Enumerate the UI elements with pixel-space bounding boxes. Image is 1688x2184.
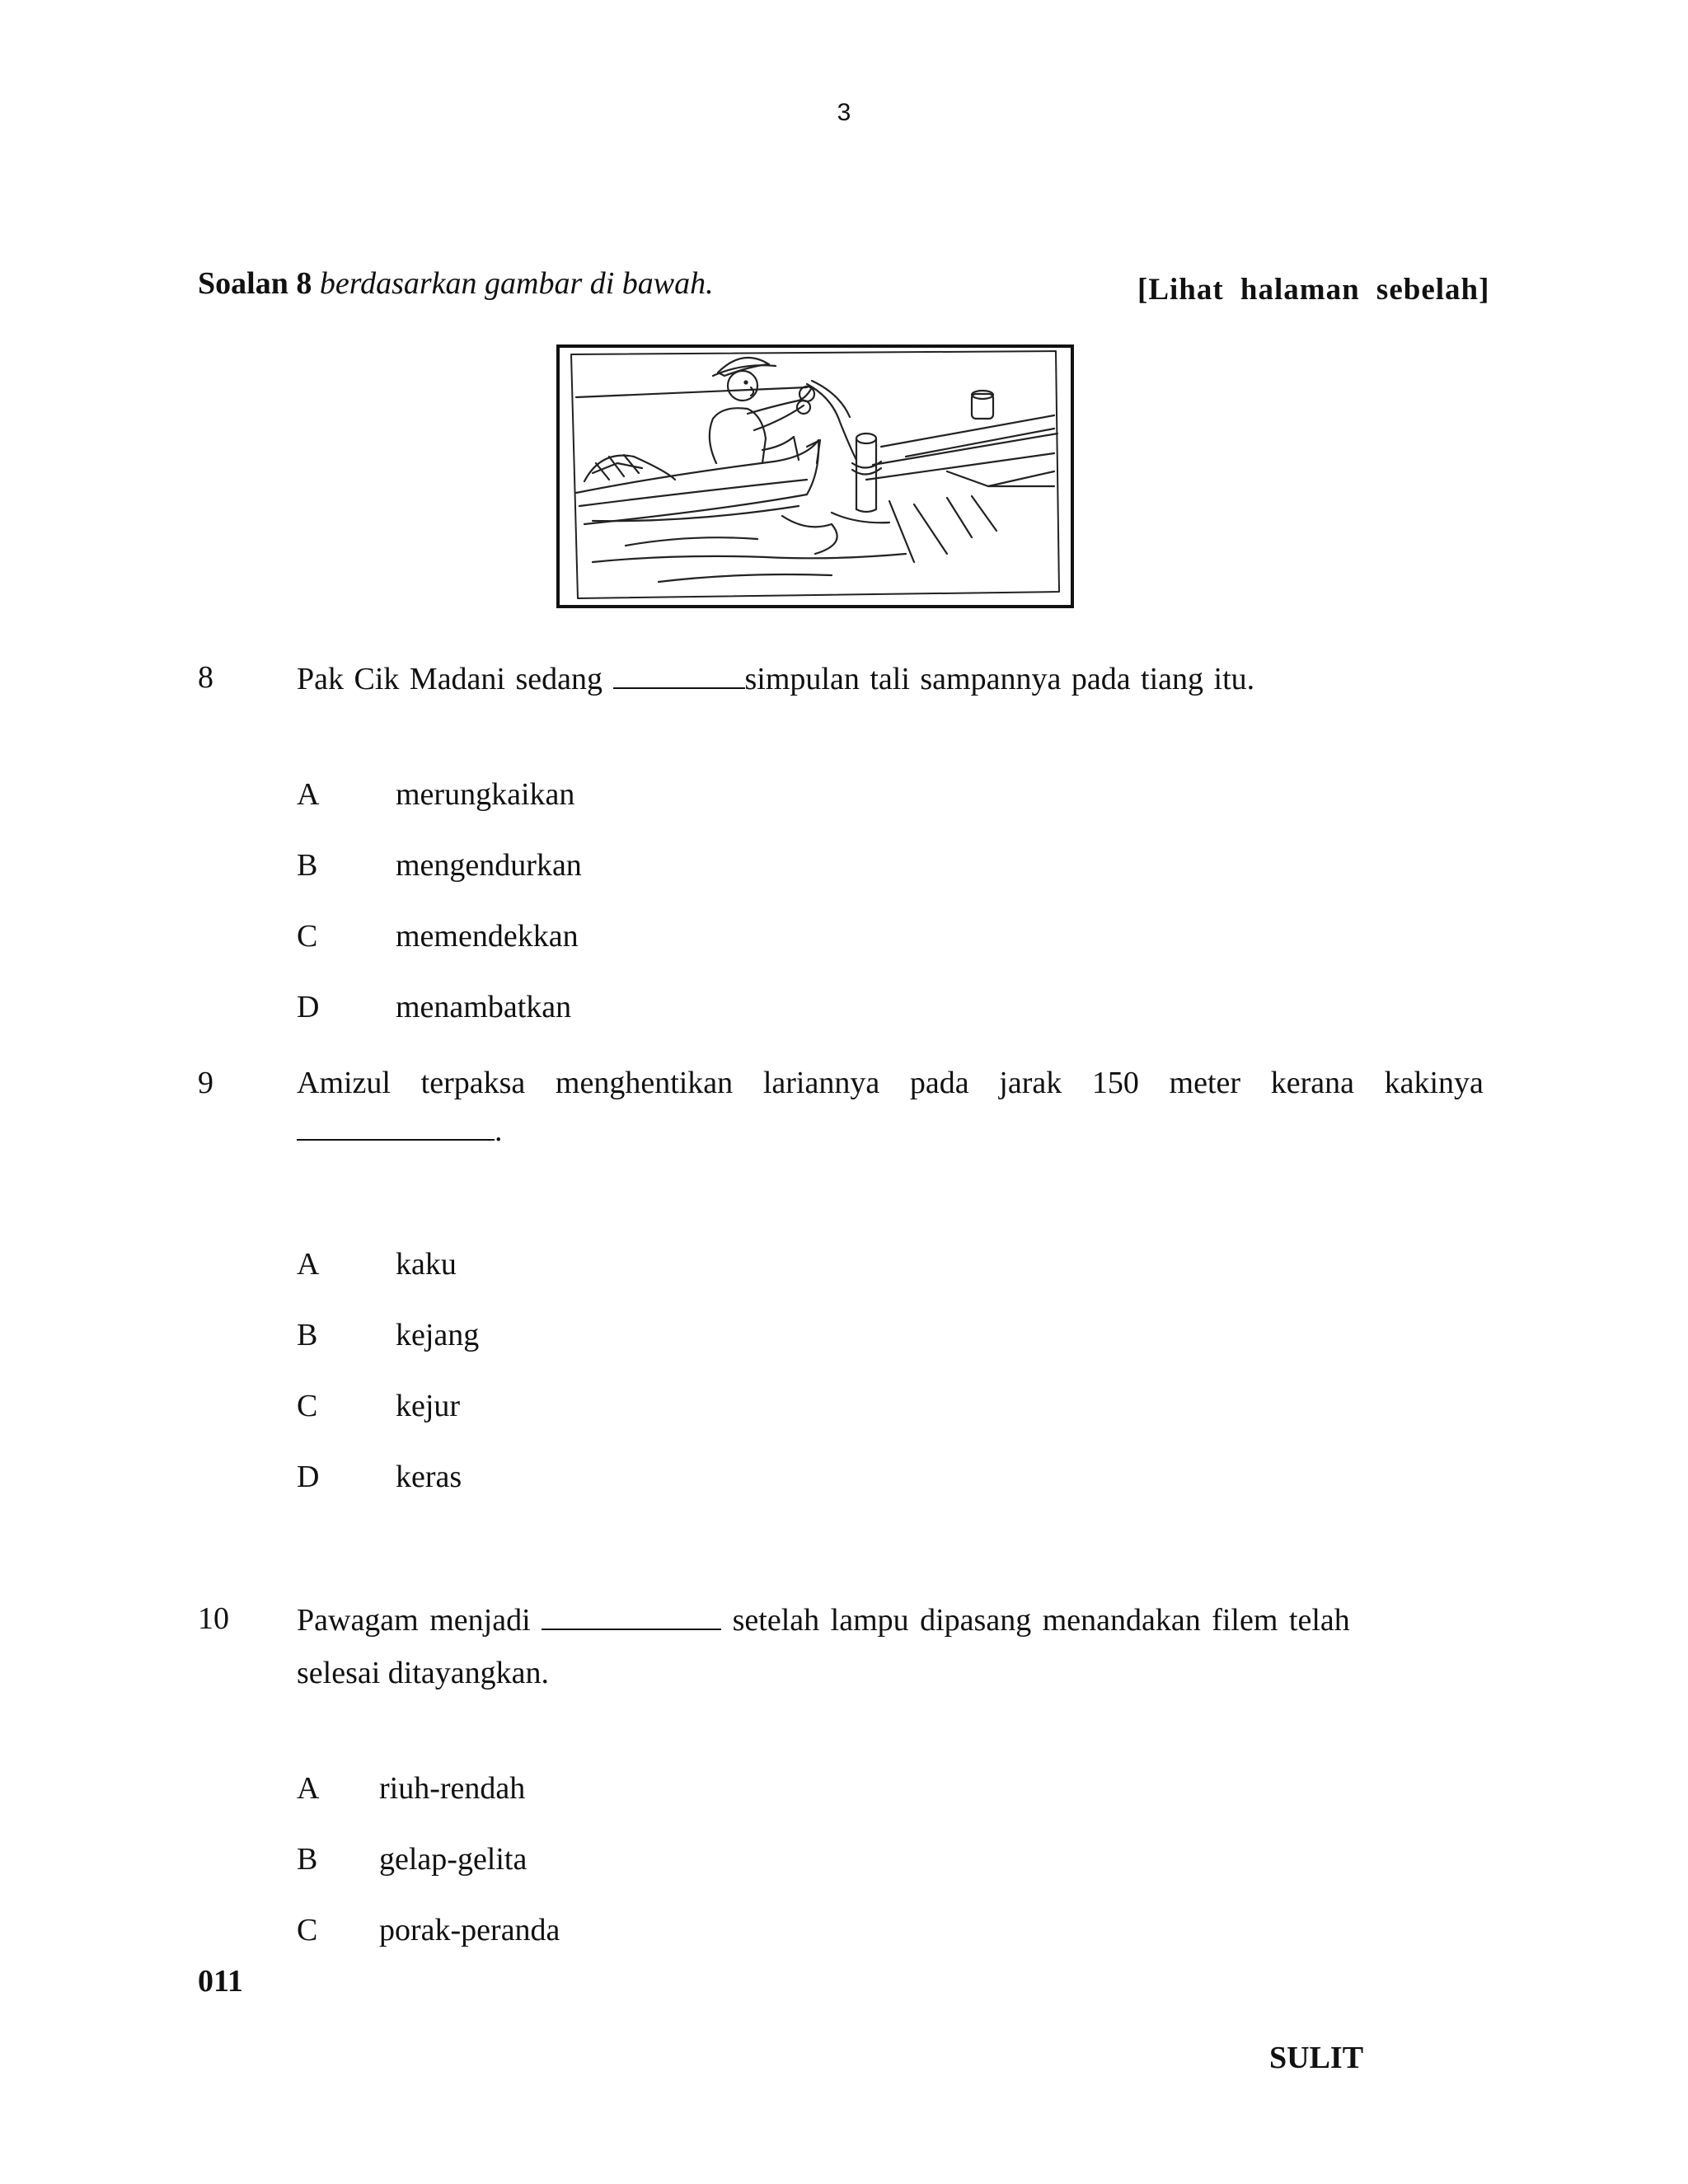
- option-text: kejang: [396, 1318, 480, 1352]
- see-next-page-note: [Lihat halaman sebelah]: [1137, 273, 1490, 307]
- answer-blank: [613, 659, 745, 689]
- option-letter: C: [297, 1913, 318, 1947]
- option-letter: D: [297, 990, 320, 1024]
- question-word: terpaksa: [420, 1066, 526, 1100]
- option-letter: A: [297, 1771, 320, 1806]
- option-text: kaku: [396, 1247, 457, 1282]
- classification-label: SULIT: [1269, 2041, 1364, 2075]
- option-letter: B: [297, 848, 318, 883]
- option-text: keras: [396, 1460, 462, 1494]
- page-number: 3: [837, 99, 851, 126]
- question-text-after: simpulan tali sampannya pada tiang itu.: [744, 662, 1255, 696]
- option-letter: A: [297, 1247, 320, 1282]
- question-text-end: .: [495, 1113, 503, 1148]
- question-number: 10: [198, 1601, 229, 1636]
- option-text: porak-peranda: [379, 1913, 560, 1947]
- option-text: memendekkan: [396, 919, 579, 954]
- question-word: pada: [909, 1066, 969, 1100]
- option-text: menambatkan: [396, 990, 572, 1024]
- question-text-after: setelah lampu dipasang menandakan filem telah: [732, 1603, 1350, 1638]
- option-text: kejur: [396, 1389, 461, 1423]
- question-text: [297, 1065, 1484, 1101]
- question-text-line2: [297, 1111, 503, 1149]
- option-letter: B: [297, 1842, 318, 1877]
- question-word: Amizul: [297, 1066, 391, 1100]
- question-word: kakinya: [1384, 1066, 1484, 1100]
- question-text: [297, 659, 1254, 697]
- question-number: 8: [198, 660, 213, 695]
- option-letter: D: [297, 1460, 320, 1494]
- option-text: riuh-rendah: [379, 1771, 526, 1806]
- answer-blank: [297, 1111, 495, 1141]
- option-letter: C: [297, 1389, 318, 1423]
- option-text: merungkaikan: [396, 777, 575, 812]
- option-letter: B: [297, 1318, 318, 1352]
- question-word: menghentikan: [555, 1066, 734, 1100]
- question-text-before: Pawagam menjadi: [297, 1603, 531, 1638]
- question-figure: [556, 344, 1074, 608]
- question-text: [297, 1601, 1350, 1638]
- paper-code: 011: [198, 1964, 243, 1999]
- instruction-italic: berdasarkan gambar di bawah.: [319, 266, 714, 301]
- option-text: gelap-gelita: [379, 1842, 528, 1877]
- question-text-line2: selesai ditayangkan.: [297, 1656, 550, 1690]
- question-word: kerana: [1270, 1066, 1354, 1100]
- question-word: lariannya: [762, 1066, 880, 1100]
- question-word: meter: [1169, 1066, 1241, 1100]
- answer-blank: [542, 1601, 721, 1630]
- question-word: 150: [1091, 1066, 1139, 1100]
- question-word: jarak: [999, 1066, 1062, 1100]
- boat-tying-rope-illustration: [560, 348, 1071, 605]
- instruction-bold: Soalan 8: [198, 266, 312, 301]
- option-text: mengendurkan: [396, 848, 582, 883]
- question-instruction: [198, 265, 714, 302]
- option-letter: A: [297, 777, 320, 812]
- question-number: 9: [198, 1066, 213, 1100]
- question-text-before: Pak Cik Madani sedang: [297, 662, 603, 696]
- option-letter: C: [297, 919, 318, 954]
